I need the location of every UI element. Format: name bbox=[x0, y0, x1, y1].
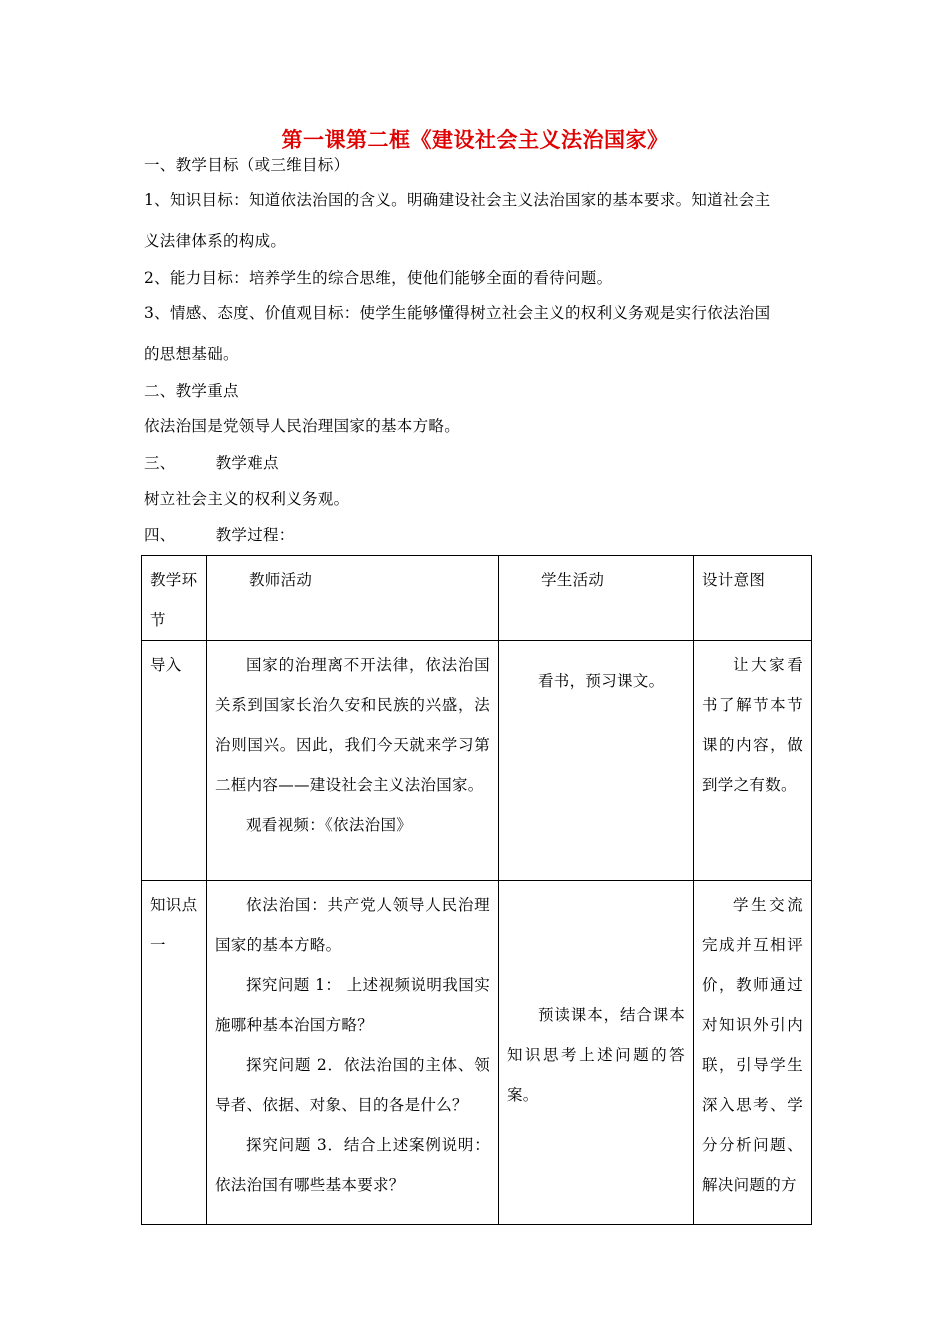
lesson-process-table bbox=[141, 555, 812, 1225]
table-row bbox=[142, 881, 812, 1225]
attitude-objective-cont: 的思想基础。 bbox=[144, 345, 239, 363]
row1-teacher-intro: 国家的治理离不开法律，依法治国关系到国家长治久安和民族的兴盛，法治则国兴。因此，我们今天就来学习第二框内容——建设社会主义法治国家。 bbox=[215, 656, 490, 794]
row1-student bbox=[499, 641, 694, 881]
objectives-heading: 一、教学目标（或三维目标） bbox=[144, 156, 350, 174]
header-teacher-label: 教师活动 bbox=[249, 571, 313, 589]
row2-question-2: 探究问题 2．依法治国的主体、领导者、依据、对象、目的各是什么？ bbox=[215, 1056, 490, 1114]
key-points-heading: 二、教学重点 bbox=[144, 382, 239, 400]
ability-objective: 2、能力目标：培养学生的综合思维，使他们能够全面的看待问题。 bbox=[144, 269, 613, 287]
row1-stage: 导入 bbox=[142, 641, 207, 881]
table-row bbox=[142, 641, 812, 881]
row2-question-3: 探究问题 3．结合上述案例说明：依法治国有哪些基本要求？ bbox=[215, 1136, 490, 1194]
row2-intent-text: 学生交流完成并互相评价，教师通过对知识外引内联，引导学生深入思考、学分分析问题、解决问题的方 bbox=[702, 896, 803, 1194]
row1-student-text: 看书，预习课文。 bbox=[538, 672, 665, 690]
row1-intent bbox=[694, 641, 812, 881]
header-teacher bbox=[207, 556, 499, 641]
document-title: 第一课第二框《建设社会主义法治国家》 bbox=[281, 127, 669, 152]
process-number: 四、 bbox=[144, 526, 176, 544]
row1-intent-text: 让大家看书了解节本节课的内容，做到学之有数。 bbox=[702, 656, 803, 794]
row2-teacher-definition: 依法治国：共产党人领导人民治理国家的基本方略。 bbox=[215, 896, 490, 954]
process-label: 教学过程： bbox=[215, 526, 295, 544]
knowledge-objective-cont: 义法律体系的构成。 bbox=[144, 232, 287, 250]
header-student-label: 学生活动 bbox=[541, 571, 605, 589]
header-stage: 教学环节 bbox=[142, 556, 207, 641]
row2-student bbox=[499, 881, 694, 1225]
row1-teacher-video: 观看视频：《依法治国》 bbox=[246, 816, 413, 834]
difficulty-number: 三、 bbox=[144, 454, 176, 472]
process-heading bbox=[144, 523, 295, 545]
row2-stage: 知识点一 bbox=[142, 881, 207, 1225]
row2-intent bbox=[694, 881, 812, 1225]
table-header-row bbox=[142, 556, 812, 641]
header-intent: 设计意图 bbox=[694, 556, 812, 641]
row2-question-1: 探究问题 1： 上述视频说明我国实施哪种基本治国方略？ bbox=[215, 976, 490, 1034]
row1-teacher bbox=[207, 641, 499, 881]
difficulty-text: 树立社会主义的权利义务观。 bbox=[144, 490, 350, 508]
row2-student-text: 预读课本，结合课本知识思考上述问题的答案。 bbox=[507, 1005, 685, 1104]
attitude-objective: 3、情感、态度、价值观目标：使学生能够懂得树立社会主义的权利义务观是实行依法治国 bbox=[144, 304, 771, 322]
row2-teacher bbox=[207, 881, 499, 1225]
header-student bbox=[499, 556, 694, 641]
difficulty-label: 教学难点 bbox=[215, 454, 279, 472]
knowledge-objective: 1、知识目标：知道依法治国的含义。明确建设社会主义法治国家的基本要求。知道社会主 bbox=[144, 191, 771, 209]
key-points-text: 依法治国是党领导人民治理国家的基本方略。 bbox=[144, 417, 461, 435]
difficulty-heading bbox=[144, 451, 279, 473]
